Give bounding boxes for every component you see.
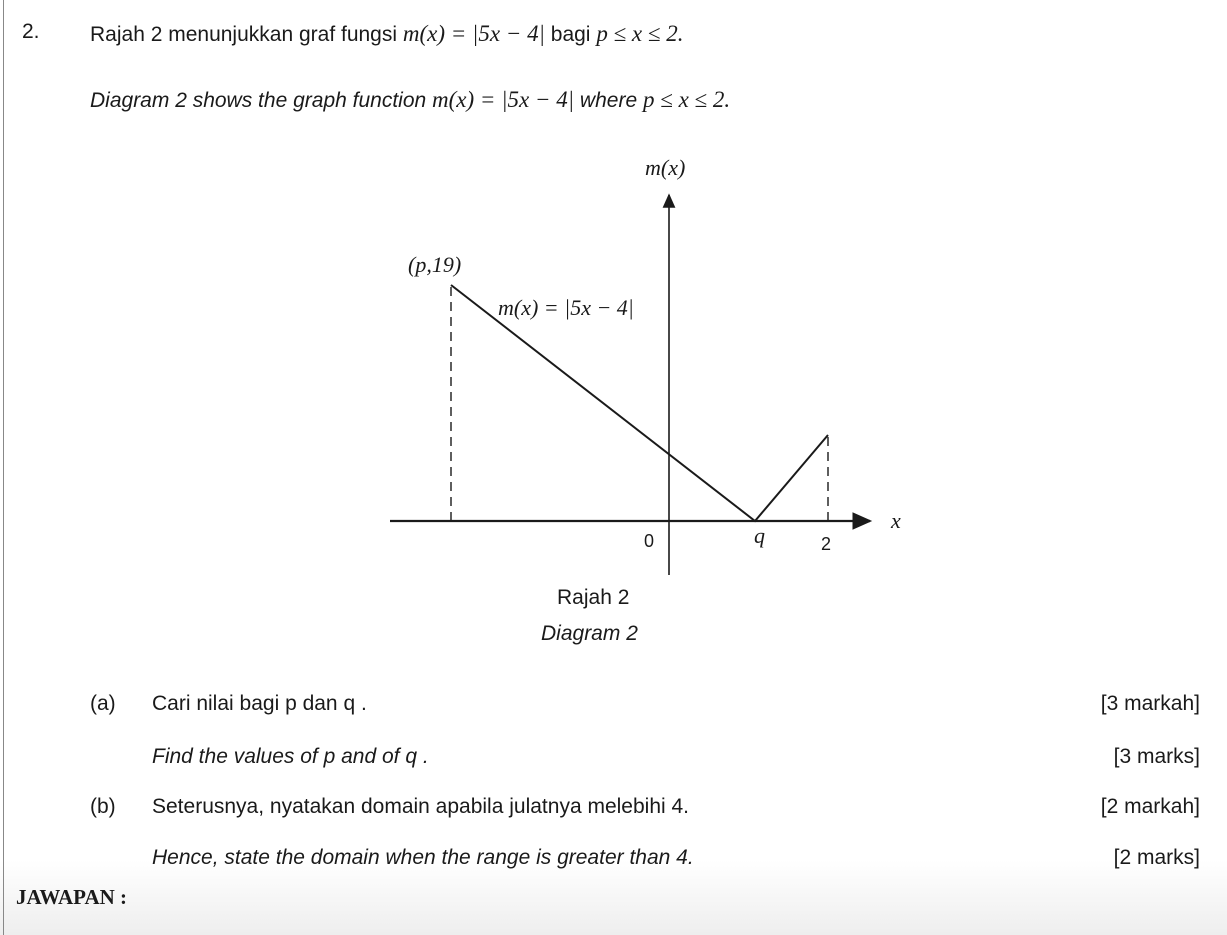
intro-en-prefix: Diagram 2 shows the graph function	[90, 89, 427, 112]
intro-ms-prefix: Rajah 2 menunjukkan graf fungsi	[90, 23, 398, 46]
part-b-english: Hence, state the domain when the range is greater than 4.	[152, 846, 694, 869]
part-b-marks-malay: [2 markah]	[1100, 795, 1200, 818]
domain-formula: p ≤ x ≤ 2.	[596, 21, 684, 46]
x-axis-label: x	[891, 508, 901, 533]
part-b-malay: Seterusnya, nyatakan domain apabila julatnya melebihi 4.	[152, 795, 690, 818]
point-label: (p,19)	[408, 252, 462, 277]
q-label: q	[754, 523, 765, 548]
function-curve	[451, 285, 828, 521]
question-number: 2.	[22, 20, 40, 43]
part-a-marks-english: [3 marks]	[1113, 745, 1200, 768]
two-label: 2	[821, 534, 832, 554]
origin-label: 0	[644, 531, 655, 551]
function-formula: m(x) = |5x − 4|	[402, 21, 545, 46]
part-a-marks-malay: [3 markah]	[1100, 692, 1200, 715]
part-b-label: (b)	[90, 795, 116, 818]
caption-malay: Rajah 2	[557, 586, 630, 609]
y-axis-label: m(x)	[645, 155, 686, 180]
part-a-label: (a)	[90, 692, 116, 715]
part-a-english: Find the values of p and of q .	[152, 745, 429, 768]
caption-english: Diagram 2	[541, 622, 638, 645]
part-a-malay: Cari nilai bagi p dan q .	[152, 692, 367, 715]
function-formula-en: m(x) = |5x − 4|	[432, 87, 575, 112]
domain-formula-en: p ≤ x ≤ 2.	[642, 87, 731, 112]
part-b-marks-english: [2 marks]	[1113, 846, 1200, 869]
answer-label: JAWAPAN :	[16, 885, 128, 909]
intro-ms-mid: bagi	[550, 23, 591, 46]
curve-label: m(x) = |5x − 4|	[498, 295, 634, 320]
intro-en-mid: where	[579, 89, 638, 112]
